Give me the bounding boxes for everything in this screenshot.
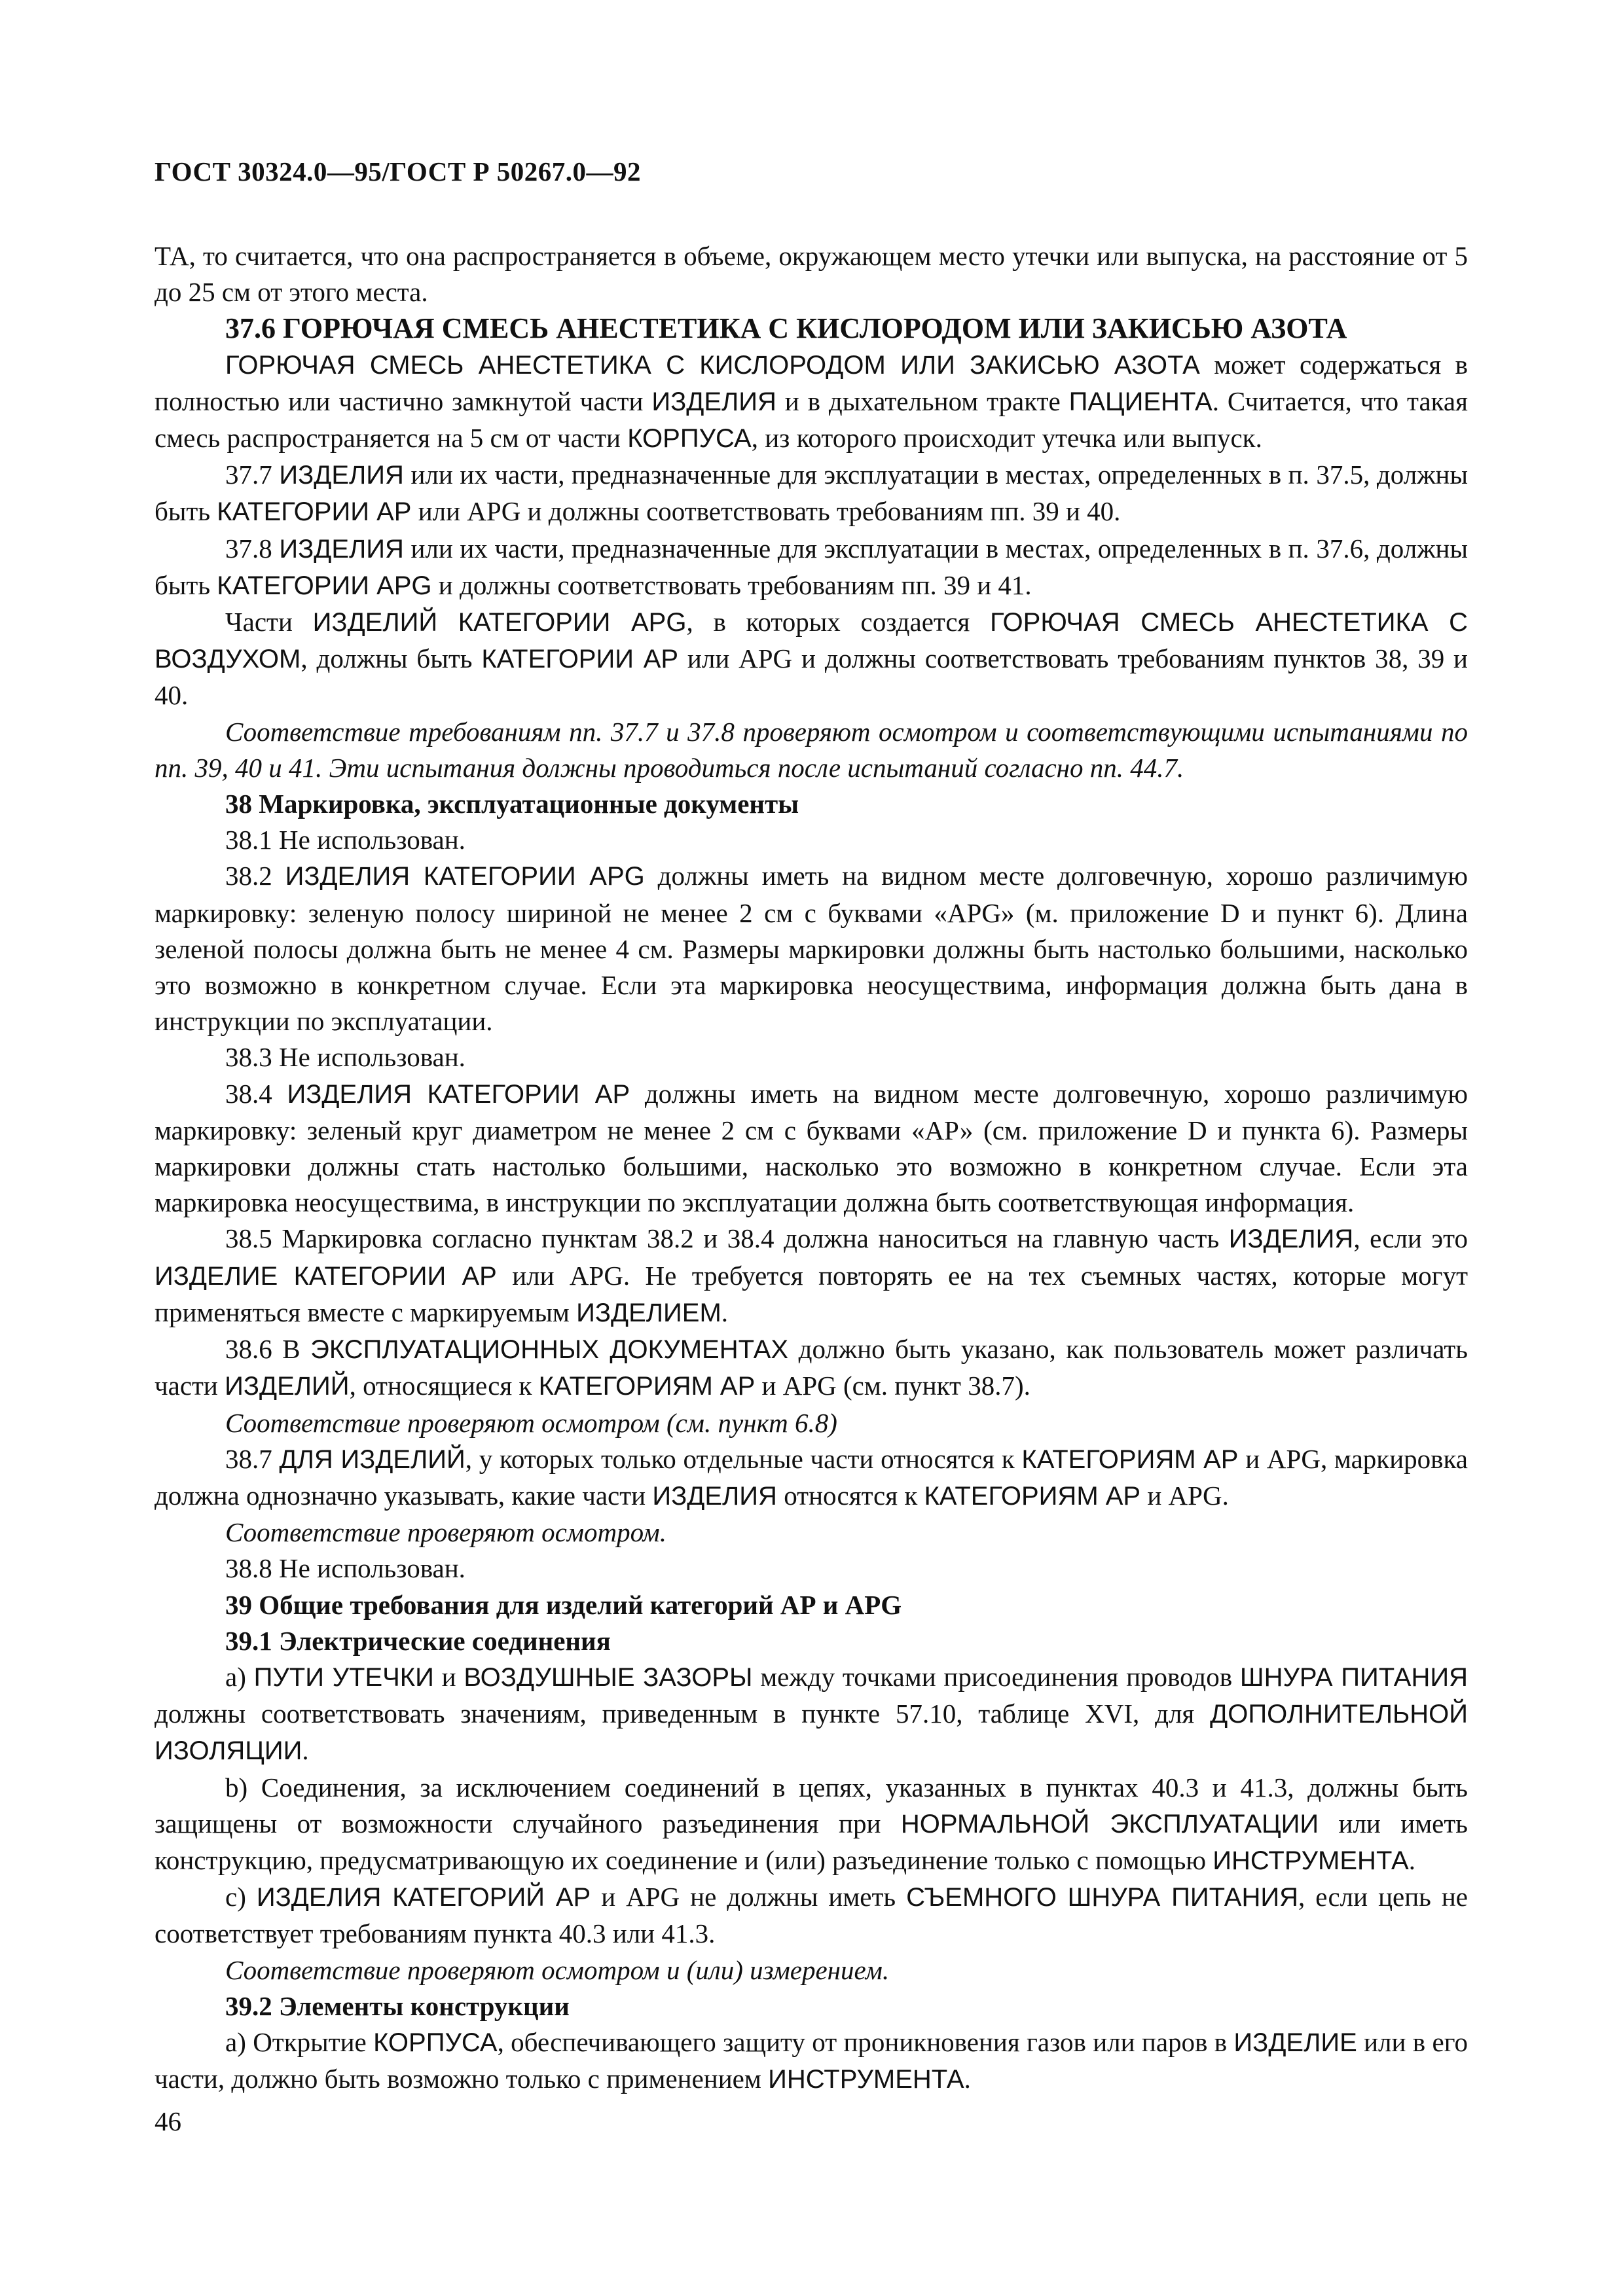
heading-39-1: 39.1 Электрические соединения	[225, 1625, 611, 1656]
paragraph-37-7: 37.7 ИЗДЕЛИЯ или их части, предназначенные для эксплуатации в местах, определенных в п. 37.5, должны быть КАТЕГОРИИ АР или APG и должны соответствовать требованиям пп. 39 и 40.	[155, 459, 1468, 527]
paragraph-38-4: 38.4 ИЗДЕЛИЯ КАТЕГОРИИ АР должны иметь на видном месте долговечную, хорошо различимую маркировку: зеленый круг диаметром не менее 2 см с буквами «АР» (см. приложение D и пункта 6). Размеры маркировки должны стать настолько большими, насколько это возможно в конкретном случае. Если эта маркировка неосуществима, в инструкции по эксплуатации должна быть соответствующая информация.	[155, 1078, 1468, 1218]
paragraph-38-7: 38.7 ДЛЯ ИЗДЕЛИЙ, у которых только отдельные части относятся к КАТЕГОРИЯМ АР и APG, маркировка должна однозначно указывать, какие части ИЗДЕЛИЯ относятся к КАТЕГОРИЯМ АР и APG.	[155, 1443, 1468, 1511]
paragraph-38-2: 38.2 ИЗДЕЛИЯ КАТЕГОРИИ APG должны иметь на видном месте долговечную, хорошо различимую маркировку: зеленую полосу шириной не менее 2 см с буквами «APG» (м. приложение D и пункт 6). Длина зеленой полосы должна быть не менее 4 см. Размеры маркировки должны быть настолько большими, насколько это возможно в конкретном случае. Если эта маркировка неосуществима, информация должна быть дана в инструкции по эксплуатации.	[155, 861, 1468, 1037]
paragraph-38-1: 38.1 Не использован.	[225, 825, 465, 855]
conformity-note-1: Соответствие требованиям пп. 37.7 и 37.8 проверяют осмотром и соответствующими испытаниями по пп. 39, 40 и 41. Эти испытания должны проводиться после испытаний согласно пп. 44.7.	[155, 716, 1468, 783]
paragraph-continuation: ТА, то считается, что она распространяется в объеме, окружающем место утечки или выпуска, на расстояние от 5 до 25 см от этого места.	[155, 241, 1468, 308]
conformity-note-3: Соответствие проверяют осмотром.	[225, 1517, 666, 1548]
paragraph-38-5: 38.5 Маркировка согласно пунктам 38.2 и 38.4 должна наноситься на главную часть ИЗДЕЛИЯ, если это ИЗДЕЛИЕ КАТЕГОРИИ АР или APG. Не требуется повторять ее на тех съемных частях, которые могут применяться вместе с маркируемым ИЗДЕЛИЕМ.	[155, 1223, 1468, 1327]
heading-39: 39 Общие требования для изделий категорий АР и APG	[225, 1589, 902, 1620]
heading-37-6: 37.6 ГОРЮЧАЯ СМЕСЬ АНЕСТЕТИКА С КИСЛОРОДОМ ИЛИ ЗАКИСЬЮ АЗОТА	[225, 312, 1347, 345]
heading-39-2: 39.2 Элементы конструкции	[225, 1990, 570, 2021]
heading-38: 38 Маркировка, эксплуатационные документы	[225, 789, 799, 819]
paragraph-37-6: ГОРЮЧАЯ СМЕСЬ АНЕСТЕТИКА С КИСЛОРОДОМ ИЛИ ЗАКИСЬЮ АЗОТА может содержаться в полностью или частично замкнутой части ИЗДЕЛИЯ и в дыхательном тракте ПАЦИЕНТА. Считается, что такая смесь распространяется на 5 см от части КОРПУСА, из которого происходит утечка или выпуск.	[155, 349, 1468, 454]
paragraph-37-8: 37.8 ИЗДЕЛИЯ или их части, предназначенные для эксплуатации в местах, определенных в п. 37.6, должны быть КАТЕГОРИИ APG и должны соответствовать требованиям пп. 39 и 41.	[155, 533, 1468, 600]
conformity-note-4: Соответствие проверяют осмотром и (или) измерением.	[225, 1954, 890, 1985]
paragraph-parts-apg: Части ИЗДЕЛИЙ КАТЕГОРИИ APG, в которых создается ГОРЮЧАЯ СМЕСЬ АНЕСТЕТИКА С ВОЗДУХОМ, должны быть КАТЕГОРИИ АР или APG и должны соответствовать требованиям пунктов 38, 39 и 40.	[155, 607, 1468, 711]
paragraph-38-8: 38.8 Не использован.	[225, 1553, 465, 1584]
paragraph-38-3: 38.3 Не использован.	[225, 1042, 465, 1073]
paragraph-38-6: 38.6 В ЭКСПЛУАТАЦИОННЫХ ДОКУМЕНТАХ должно быть указано, как пользователь может различать части ИЗДЕЛИЙ, относящиеся к КАТЕГОРИЯМ АР и APG (см. пункт 38.7).	[155, 1334, 1468, 1401]
paragraph-39-2-a: a) Открытие КОРПУСА, обеспечивающего защиту от проникновения газов или паров в ИЗДЕЛИЕ или в его части, должно быть возможно только с применением ИНСТРУМЕНТА.	[155, 2026, 1468, 2094]
paragraph-39-1-b: b) Соединения, за исключением соединений в цепях, указанных в пунктах 40.3 и 41.3, должны быть защищены от возможности случайного разъединения при НОРМАЛЬНОЙ ЭКСПЛУАТАЦИИ или иметь конструкцию, предусматривающую их соединение и (или) разъединение только с помощью ИНСТРУМЕНТА.	[155, 1772, 1468, 1875]
paragraph-39-1-a: a) ПУТИ УТЕЧКИ и ВОЗДУШНЫЕ ЗАЗОРЫ между точками присоединения проводов ШНУРА ПИТАНИЯ должны соответствовать значениям, приведенным в пункте 57.10, таблице XVI, для ДОПОЛНИТЕЛЬНОЙ ИЗОЛЯЦИИ.	[155, 1661, 1468, 1766]
page-number: 46	[155, 2106, 181, 2136]
conformity-note-2: Соответствие проверяют осмотром (см. пункт 6.8)	[225, 1407, 837, 1438]
paragraph-39-1-c: c) ИЗДЕЛИЯ КАТЕГОРИЙ АР и APG не должны иметь СЪЕМНОГО ШНУРА ПИТАНИЯ, если цепь не соответствует требованиям пункта 40.3 или 41.3.	[155, 1882, 1468, 1949]
page-content	[155, 238, 1468, 2098]
page-header: ГОСТ 30324.0—95/ГОСТ Р 50267.0—92	[155, 156, 642, 187]
